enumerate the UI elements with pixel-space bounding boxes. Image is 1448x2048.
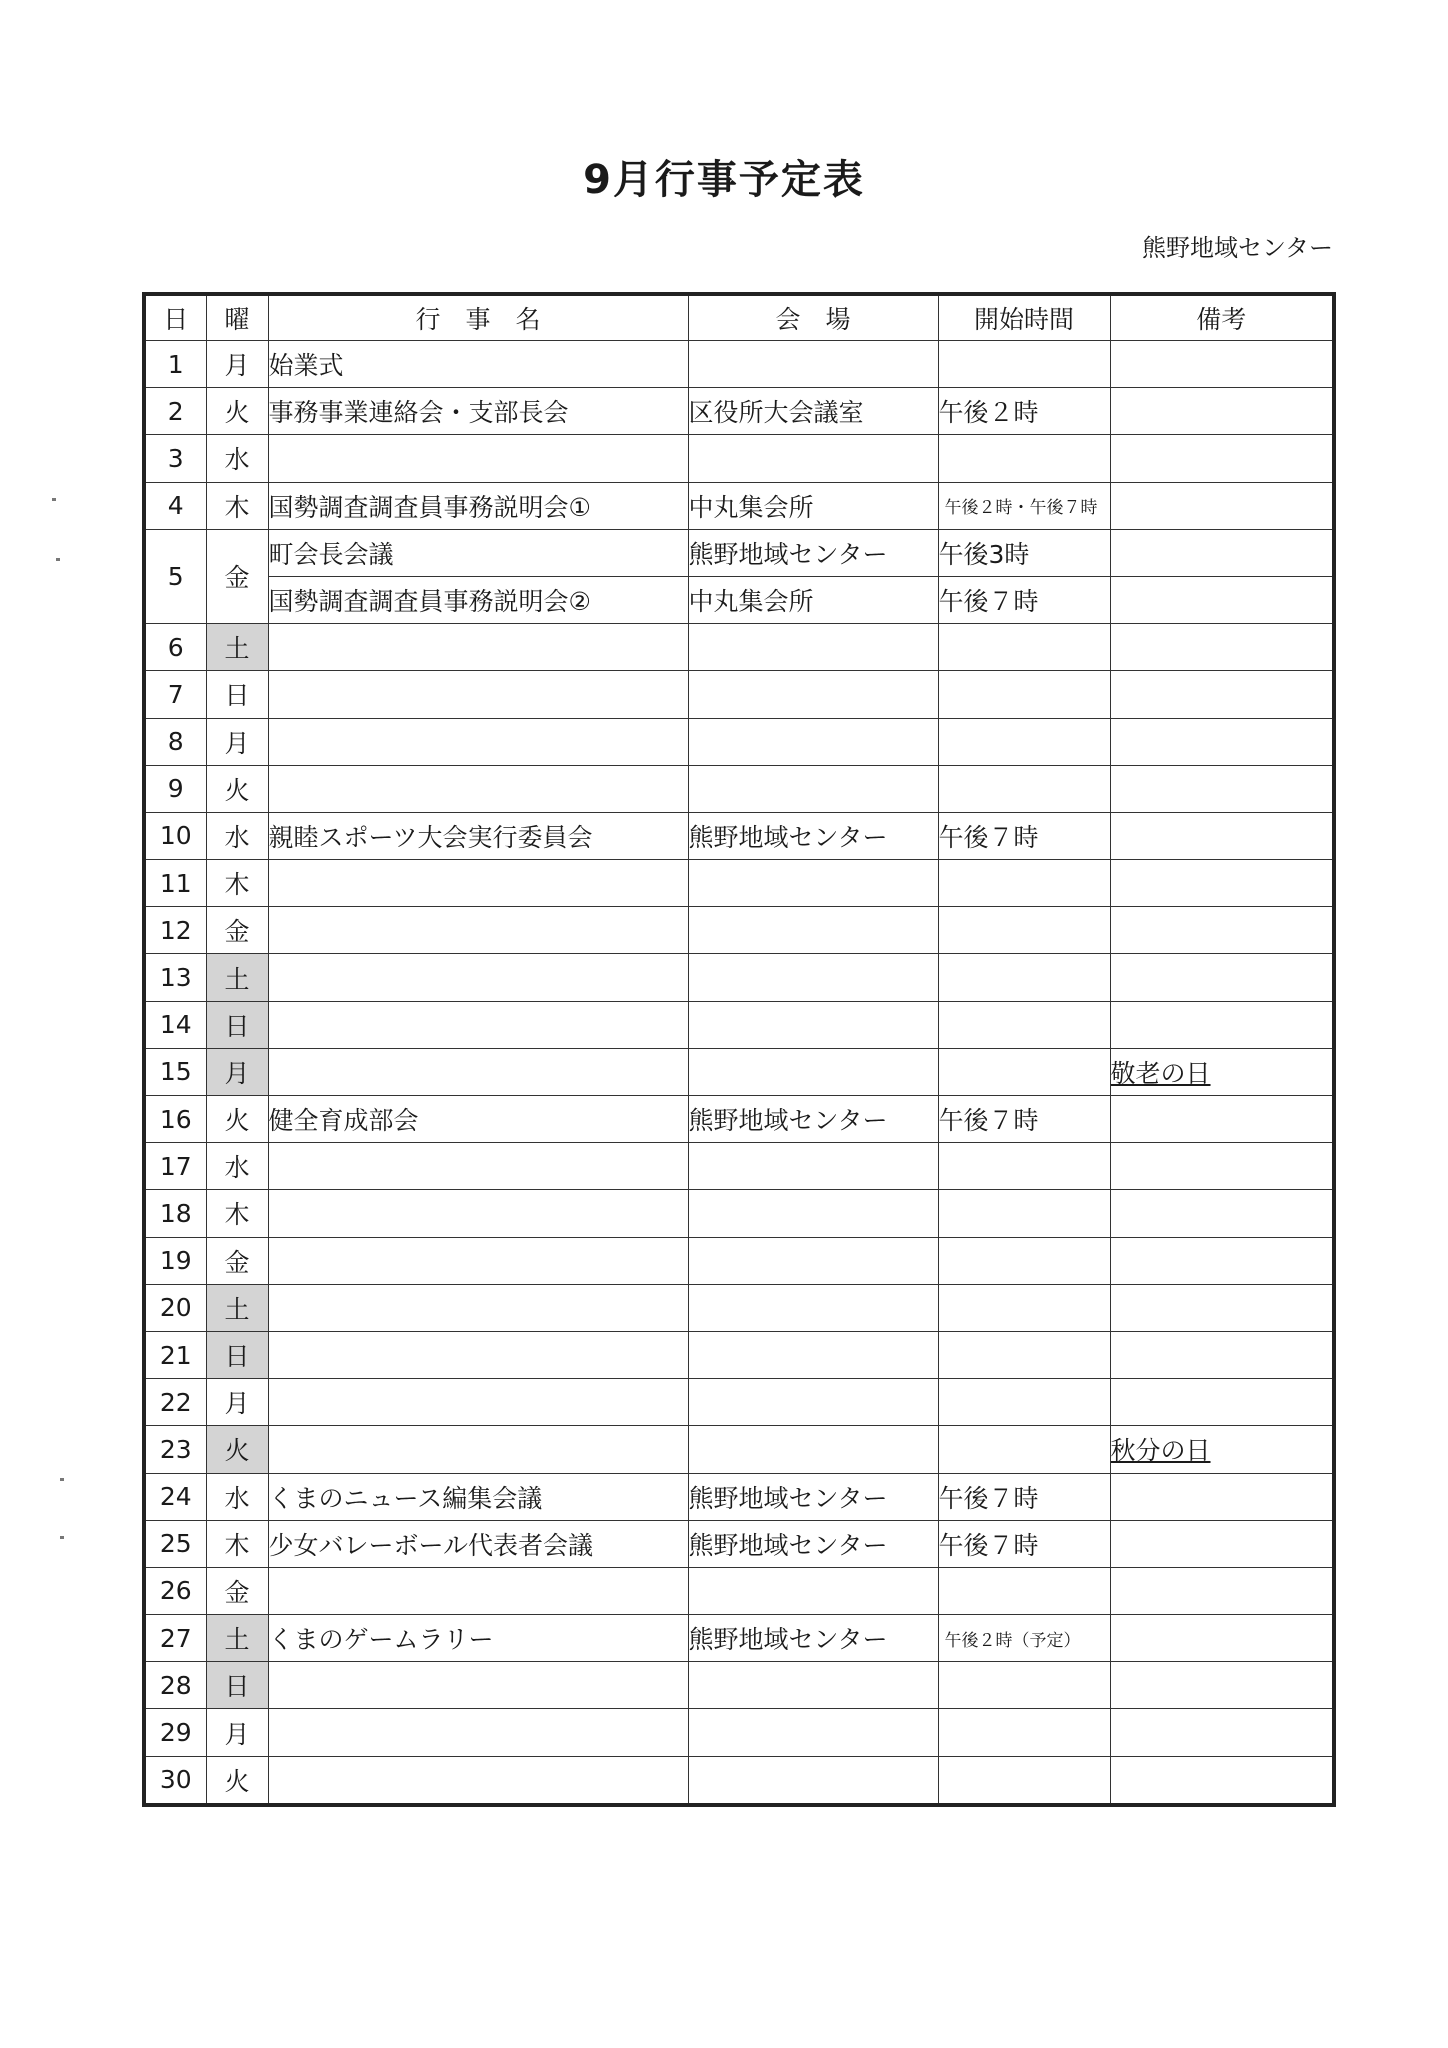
table-row xyxy=(144,1284,1334,1331)
time-cell xyxy=(938,954,1110,1001)
weekday-cell: 金 xyxy=(206,1567,268,1614)
venue-cell xyxy=(688,1756,938,1805)
note-cell xyxy=(1110,1473,1334,1520)
table-row xyxy=(144,1190,1334,1237)
venue-cell: 熊野地域センター xyxy=(688,812,938,859)
time-cell xyxy=(938,341,1110,388)
event-cell: 事務事業連絡会・支部長会 xyxy=(268,388,688,435)
time-cell xyxy=(938,1331,1110,1378)
time-cell xyxy=(938,718,1110,765)
time-cell: 午後3時 xyxy=(938,529,1110,576)
day-cell: 4 xyxy=(144,482,206,529)
event-cell xyxy=(268,671,688,718)
time-cell xyxy=(938,1709,1110,1756)
weekday-cell: 木 xyxy=(206,1190,268,1237)
note-cell xyxy=(1110,1001,1334,1048)
day-cell: 23 xyxy=(144,1426,206,1473)
time-cell xyxy=(938,765,1110,812)
day-cell: 9 xyxy=(144,765,206,812)
event-cell xyxy=(268,954,688,1001)
weekday-cell: 日 xyxy=(206,1662,268,1709)
time-cell xyxy=(938,1284,1110,1331)
time-cell xyxy=(938,1143,1110,1190)
weekday-cell: 水 xyxy=(206,1143,268,1190)
weekday-cell: 金 xyxy=(206,1237,268,1284)
time-cell: 午後７時 xyxy=(938,576,1110,623)
page-title: 9月行事予定表 xyxy=(583,157,865,203)
day-cell: 11 xyxy=(144,860,206,907)
note-cell xyxy=(1110,718,1334,765)
note-cell xyxy=(1110,529,1334,576)
venue-cell xyxy=(688,1567,938,1614)
venue-cell xyxy=(688,624,938,671)
header-day: 日 xyxy=(144,294,206,341)
event-cell xyxy=(268,1756,688,1805)
table-row xyxy=(144,671,1334,718)
table-row xyxy=(144,1520,1334,1567)
note-cell xyxy=(1110,482,1334,529)
day-cell: 18 xyxy=(144,1190,206,1237)
note-cell xyxy=(1110,341,1334,388)
note-cell xyxy=(1110,1756,1334,1805)
table-row xyxy=(144,482,1334,529)
day-cell: 21 xyxy=(144,1331,206,1378)
time-cell xyxy=(938,435,1110,482)
day-cell: 30 xyxy=(144,1756,206,1805)
table-row xyxy=(144,1709,1334,1756)
day-cell: 13 xyxy=(144,954,206,1001)
event-cell xyxy=(268,907,688,954)
day-cell: 12 xyxy=(144,907,206,954)
note-cell xyxy=(1110,1331,1334,1378)
weekday-cell: 金 xyxy=(206,907,268,954)
time-cell: 午後７時 xyxy=(938,1473,1110,1520)
note-cell xyxy=(1110,435,1334,482)
venue-cell: 熊野地域センター xyxy=(688,529,938,576)
weekday-cell: 火 xyxy=(206,1756,268,1805)
table-row xyxy=(144,1567,1334,1614)
day-cell: 1 xyxy=(144,341,206,388)
time-cell xyxy=(938,624,1110,671)
note-cell xyxy=(1110,388,1334,435)
venue-cell xyxy=(688,860,938,907)
weekday-cell: 水 xyxy=(206,812,268,859)
weekday-cell: 日 xyxy=(206,1001,268,1048)
weekday-cell: 土 xyxy=(206,1284,268,1331)
note-cell xyxy=(1110,624,1334,671)
day-cell: 25 xyxy=(144,1520,206,1567)
event-cell xyxy=(268,1709,688,1756)
weekday-cell: 火 xyxy=(206,1096,268,1143)
venue-cell xyxy=(688,954,938,1001)
table-row xyxy=(144,388,1334,435)
day-cell: 22 xyxy=(144,1379,206,1426)
weekday-cell: 木 xyxy=(206,1520,268,1567)
table-row xyxy=(144,1001,1334,1048)
event-cell xyxy=(268,860,688,907)
header-dow: 曜 xyxy=(206,294,268,341)
venue-cell xyxy=(688,435,938,482)
table-row xyxy=(144,1096,1334,1143)
weekday-cell: 金 xyxy=(206,529,268,623)
venue-cell xyxy=(688,1001,938,1048)
note-cell xyxy=(1110,1237,1334,1284)
note-cell xyxy=(1110,860,1334,907)
note-cell xyxy=(1110,765,1334,812)
note-cell xyxy=(1110,1662,1334,1709)
venue-cell: 区役所大会議室 xyxy=(688,388,938,435)
time-cell xyxy=(938,1190,1110,1237)
table-row xyxy=(144,529,1334,576)
time-cell: 午後２時 xyxy=(938,388,1110,435)
table-row xyxy=(144,624,1334,671)
event-cell xyxy=(268,1143,688,1190)
note-cell xyxy=(1110,671,1334,718)
venue-cell xyxy=(688,1143,938,1190)
venue-cell: 熊野地域センター xyxy=(688,1096,938,1143)
note-cell xyxy=(1110,1567,1334,1614)
scan-speck xyxy=(52,498,56,501)
time-cell xyxy=(938,671,1110,718)
weekday-cell: 火 xyxy=(206,1426,268,1473)
weekday-cell: 月 xyxy=(206,1048,268,1095)
venue-cell xyxy=(688,907,938,954)
table-row xyxy=(144,765,1334,812)
scan-speck xyxy=(56,558,60,561)
note-cell xyxy=(1110,1048,1334,1095)
venue-cell: 中丸集会所 xyxy=(688,576,938,623)
time-cell xyxy=(938,1426,1110,1473)
weekday-cell: 火 xyxy=(206,765,268,812)
header-venue: 会 場 xyxy=(688,294,938,341)
note-cell xyxy=(1110,1190,1334,1237)
note-cell xyxy=(1110,1379,1334,1426)
time-cell xyxy=(938,1001,1110,1048)
day-cell: 29 xyxy=(144,1709,206,1756)
venue-cell xyxy=(688,1284,938,1331)
table-row xyxy=(144,812,1334,859)
day-cell: 27 xyxy=(144,1615,206,1662)
header-note: 備考 xyxy=(1110,294,1334,341)
venue-cell xyxy=(688,341,938,388)
weekday-cell: 土 xyxy=(206,954,268,1001)
day-cell: 7 xyxy=(144,671,206,718)
venue-cell xyxy=(688,1237,938,1284)
table-row xyxy=(144,341,1334,388)
table-row xyxy=(144,1426,1334,1473)
table-row xyxy=(144,954,1334,1001)
day-cell: 15 xyxy=(144,1048,206,1095)
event-cell: くまのゲームラリー xyxy=(268,1615,688,1662)
event-cell: 少女バレーボール代表者会議 xyxy=(268,1520,688,1567)
table-row xyxy=(144,435,1334,482)
table-row xyxy=(144,718,1334,765)
venue-cell: 熊野地域センター xyxy=(688,1615,938,1662)
day-cell: 14 xyxy=(144,1001,206,1048)
note-cell xyxy=(1110,954,1334,1001)
venue-cell xyxy=(688,1379,938,1426)
day-cell: 20 xyxy=(144,1284,206,1331)
note-cell xyxy=(1110,576,1334,623)
table-row xyxy=(144,1473,1334,1520)
note-cell xyxy=(1110,1284,1334,1331)
weekday-cell: 水 xyxy=(206,435,268,482)
event-cell xyxy=(268,1662,688,1709)
table-row xyxy=(144,1048,1334,1095)
event-cell: 国勢調査調査員事務説明会② xyxy=(268,576,688,623)
table-row xyxy=(144,1615,1334,1662)
note-cell xyxy=(1110,1426,1334,1473)
venue-cell: 熊野地域センター xyxy=(688,1473,938,1520)
weekday-cell: 月 xyxy=(206,341,268,388)
header-time: 開始時間 xyxy=(938,294,1110,341)
note-cell xyxy=(1110,907,1334,954)
table-row xyxy=(144,1756,1334,1805)
event-cell xyxy=(268,1284,688,1331)
venue-cell xyxy=(688,1190,938,1237)
event-cell xyxy=(268,718,688,765)
day-cell: 28 xyxy=(144,1662,206,1709)
time-cell: 午後２時・午後７時 xyxy=(938,482,1110,529)
weekday-cell: 土 xyxy=(206,1615,268,1662)
time-cell: 午後２時（予定） xyxy=(938,1615,1110,1662)
table-row xyxy=(144,1237,1334,1284)
event-cell xyxy=(268,1237,688,1284)
time-cell xyxy=(938,1662,1110,1709)
day-cell: 16 xyxy=(144,1096,206,1143)
table-row xyxy=(144,576,1334,623)
time-cell: 午後７時 xyxy=(938,812,1110,859)
note-cell xyxy=(1110,1709,1334,1756)
table-row xyxy=(144,860,1334,907)
note-cell xyxy=(1110,1520,1334,1567)
scan-speck xyxy=(60,1478,64,1481)
time-cell: 午後７時 xyxy=(938,1520,1110,1567)
event-cell xyxy=(268,1426,688,1473)
day-cell: 8 xyxy=(144,718,206,765)
weekday-cell: 日 xyxy=(206,1331,268,1378)
event-cell xyxy=(268,624,688,671)
event-cell: 親睦スポーツ大会実行委員会 xyxy=(268,812,688,859)
venue-cell xyxy=(688,1048,938,1095)
note-cell xyxy=(1110,1143,1334,1190)
day-cell: 3 xyxy=(144,435,206,482)
note-cell xyxy=(1110,1096,1334,1143)
scan-speck xyxy=(60,1536,64,1539)
venue-cell xyxy=(688,1662,938,1709)
note-cell xyxy=(1110,812,1334,859)
event-cell xyxy=(268,1331,688,1378)
day-cell: 5 xyxy=(144,529,206,623)
weekday-cell: 水 xyxy=(206,1473,268,1520)
event-cell xyxy=(268,1190,688,1237)
day-cell: 24 xyxy=(144,1473,206,1520)
venue-cell: 中丸集会所 xyxy=(688,482,938,529)
venue-cell xyxy=(688,718,938,765)
time-cell xyxy=(938,1756,1110,1805)
weekday-cell: 月 xyxy=(206,1709,268,1756)
event-cell: 始業式 xyxy=(268,341,688,388)
schedule-table xyxy=(142,292,1336,1807)
holiday-note: 敬老の日 xyxy=(1110,1058,1211,1088)
header-event: 行 事 名 xyxy=(268,294,688,341)
table-row xyxy=(144,1662,1334,1709)
event-cell xyxy=(268,1379,688,1426)
header-row xyxy=(144,294,1334,341)
weekday-cell: 木 xyxy=(206,860,268,907)
event-cell xyxy=(268,765,688,812)
day-cell: 6 xyxy=(144,624,206,671)
day-cell: 17 xyxy=(144,1143,206,1190)
organization-name: 熊野地域センター xyxy=(1141,234,1333,262)
weekday-cell: 土 xyxy=(206,624,268,671)
venue-cell xyxy=(688,1709,938,1756)
day-cell: 26 xyxy=(144,1567,206,1614)
venue-cell xyxy=(688,765,938,812)
event-cell xyxy=(268,435,688,482)
event-cell xyxy=(268,1567,688,1614)
weekday-cell: 日 xyxy=(206,671,268,718)
time-cell: 午後７時 xyxy=(938,1096,1110,1143)
day-cell: 2 xyxy=(144,388,206,435)
time-cell xyxy=(938,1237,1110,1284)
weekday-cell: 木 xyxy=(206,482,268,529)
time-cell xyxy=(938,907,1110,954)
weekday-cell: 月 xyxy=(206,718,268,765)
time-cell xyxy=(938,1048,1110,1095)
venue-cell xyxy=(688,671,938,718)
day-cell: 10 xyxy=(144,812,206,859)
venue-cell: 熊野地域センター xyxy=(688,1520,938,1567)
event-cell xyxy=(268,1048,688,1095)
day-cell: 19 xyxy=(144,1237,206,1284)
venue-cell xyxy=(688,1426,938,1473)
note-cell xyxy=(1110,1615,1334,1662)
weekday-cell: 火 xyxy=(206,388,268,435)
event-cell: くまのニュース編集会議 xyxy=(268,1473,688,1520)
table-row xyxy=(144,907,1334,954)
event-cell xyxy=(268,1001,688,1048)
time-cell xyxy=(938,860,1110,907)
table-row xyxy=(144,1143,1334,1190)
time-cell xyxy=(938,1567,1110,1614)
event-cell: 町会長会議 xyxy=(268,529,688,576)
weekday-cell: 月 xyxy=(206,1379,268,1426)
time-cell xyxy=(938,1379,1110,1426)
event-cell: 国勢調査調査員事務説明会① xyxy=(268,482,688,529)
holiday-note: 秋分の日 xyxy=(1110,1436,1211,1466)
table-row xyxy=(144,1379,1334,1426)
table-row xyxy=(144,1331,1334,1378)
event-cell: 健全育成部会 xyxy=(268,1096,688,1143)
venue-cell xyxy=(688,1331,938,1378)
